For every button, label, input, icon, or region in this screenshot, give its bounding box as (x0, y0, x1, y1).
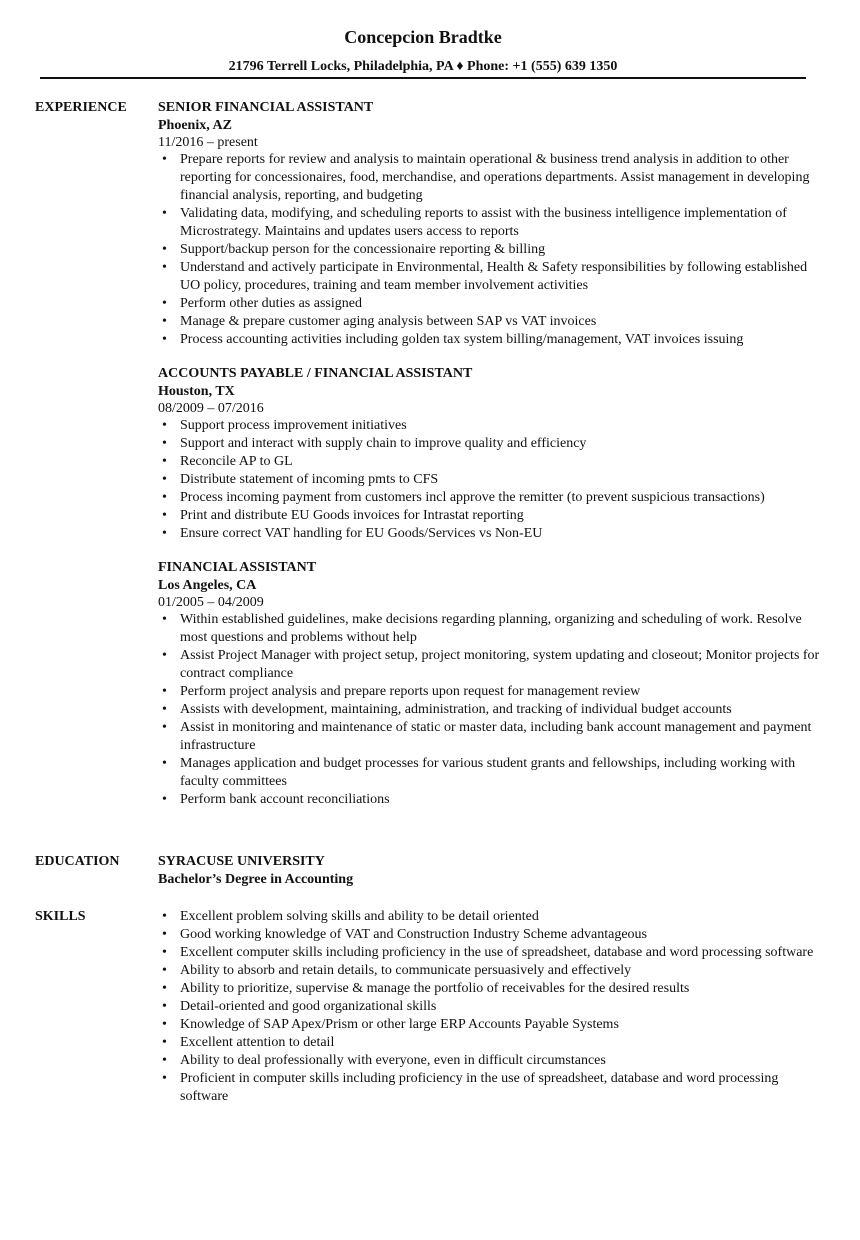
skill-item: • Excellent problem solving skills and ability to be detail oriented (158, 908, 825, 926)
job-location: Houston, TX (158, 384, 235, 399)
job-dates: 01/2005 – 04/2009 (158, 595, 264, 610)
skill-item: • Ability to deal professionally with everyone, even in difficult circumstances (158, 1052, 825, 1070)
bullet-item: • Print and distribute EU Goods invoices for Intrastat reporting (158, 507, 825, 525)
bullet-item: • Perform bank account reconciliations (158, 791, 825, 809)
skill-item: • Excellent computer skills including proficiency in the use of spreadsheet, database and word processing software (158, 944, 825, 962)
bullet-item: • Perform other duties as assigned (158, 295, 825, 313)
bullet-item: • Manage & prepare customer aging analysis between SAP vs VAT invoices (158, 313, 825, 331)
experience-label: EXPERIENCE (35, 100, 127, 115)
candidate-name: Concepcion Bradtke (344, 27, 502, 47)
skill-item: • Ability to prioritize, supervise & manage the portfolio of receivables for the desired results (158, 980, 825, 998)
job-dates: 08/2009 – 07/2016 (158, 401, 264, 416)
job-bullets (158, 611, 825, 809)
bullet-item: • Assist Project Manager with project setup, project monitoring, system updating and closeout; Monitor projects for contract compliance (158, 647, 825, 683)
job-location: Los Angeles, CA (158, 578, 257, 593)
skill-item: • Ability to absorb and retain details, to communicate persuasively and effectively (158, 962, 825, 980)
skill-item: • Detail-oriented and good organizational skills (158, 998, 825, 1016)
bullet-item: • Validating data, modifying, and scheduling reports to assist with the business intelligence implementation of Microstrategy. Maintains and updates users access to reports (158, 205, 825, 241)
school-name: SYRACUSE UNIVERSITY (158, 854, 325, 869)
skill-item: • Proficient in computer skills including proficiency in the use of spreadsheet, database and word processing software (158, 1070, 825, 1106)
header-divider (40, 77, 806, 79)
job-bullets (158, 417, 825, 543)
job-title: SENIOR FINANCIAL ASSISTANT (158, 100, 374, 115)
skill-item: • Knowledge of SAP Apex/Prism or other large ERP Accounts Payable Systems (158, 1016, 825, 1034)
education-label: EDUCATION (35, 854, 120, 869)
bullet-item: • Assists with development, maintaining, administration, and tracking of individual budget accounts (158, 701, 825, 719)
job-location: Phoenix, AZ (158, 118, 232, 133)
job-bullets (158, 151, 825, 349)
job-dates: 11/2016 – present (158, 135, 258, 150)
bullet-item: • Reconcile AP to GL (158, 453, 825, 471)
skills-label: SKILLS (35, 909, 86, 924)
bullet-item: • Distribute statement of incoming pmts to CFS (158, 471, 825, 489)
bullet-item: • Support and interact with supply chain to improve quality and efficiency (158, 435, 825, 453)
bullet-item: • Manages application and budget processes for various student grants and fellowships, including working with faculty committees (158, 755, 825, 791)
resume-header (0, 25, 846, 76)
bullet-item: • Process incoming payment from customers incl approve the remitter (to prevent suspicious transactions) (158, 489, 825, 507)
job-entry (158, 559, 825, 809)
bullet-item: • Assist in monitoring and maintenance of static or master data, including bank account management and payment infrastructure (158, 719, 825, 755)
bullet-item: • Ensure correct VAT handling for EU Goods/Services vs Non-EU (158, 525, 825, 543)
bullet-item: • Within established guidelines, make decisions regarding planning, organizing and scheduling of work. Resolve most questions and problems without help (158, 611, 825, 647)
bullet-item: • Perform project analysis and prepare reports upon request for management review (158, 683, 825, 701)
bullet-item: • Process accounting activities including golden tax system billing/management, VAT invoices issuing (158, 331, 825, 349)
bullet-item: • Prepare reports for review and analysis to maintain operational & business trend analysis in addition to other reporting for concessionaires, food, merchandise, and operations departments. Assist management in developing financial analysis, reporting, and budgeting (158, 151, 825, 205)
skill-item: • Good working knowledge of VAT and Construction Industry Scheme advantageous (158, 926, 825, 944)
bullet-item: • Support/backup person for the concessionaire reporting & billing (158, 241, 825, 259)
bullet-item: • Support process improvement initiatives (158, 417, 825, 435)
skills-section (35, 908, 825, 1106)
job-entry (158, 365, 825, 543)
bullet-item: • Understand and actively participate in Environmental, Health & Safety responsibilities by following established UO policy, procedures, training and team member involvement activities (158, 259, 825, 295)
contact-line: 21796 Terrell Locks, Philadelphia, PA ♦ Phone: +1 (555) 639 1350 (228, 59, 618, 74)
skills-list (158, 908, 825, 1106)
skill-item: • Excellent attention to detail (158, 1034, 825, 1052)
degree-name: Bachelor’s Degree in Accounting (158, 872, 354, 887)
education-section (35, 853, 825, 889)
experience-section (35, 99, 825, 825)
job-entry (158, 99, 825, 349)
job-title: ACCOUNTS PAYABLE / FINANCIAL ASSISTANT (158, 366, 473, 381)
job-title: FINANCIAL ASSISTANT (158, 560, 317, 575)
